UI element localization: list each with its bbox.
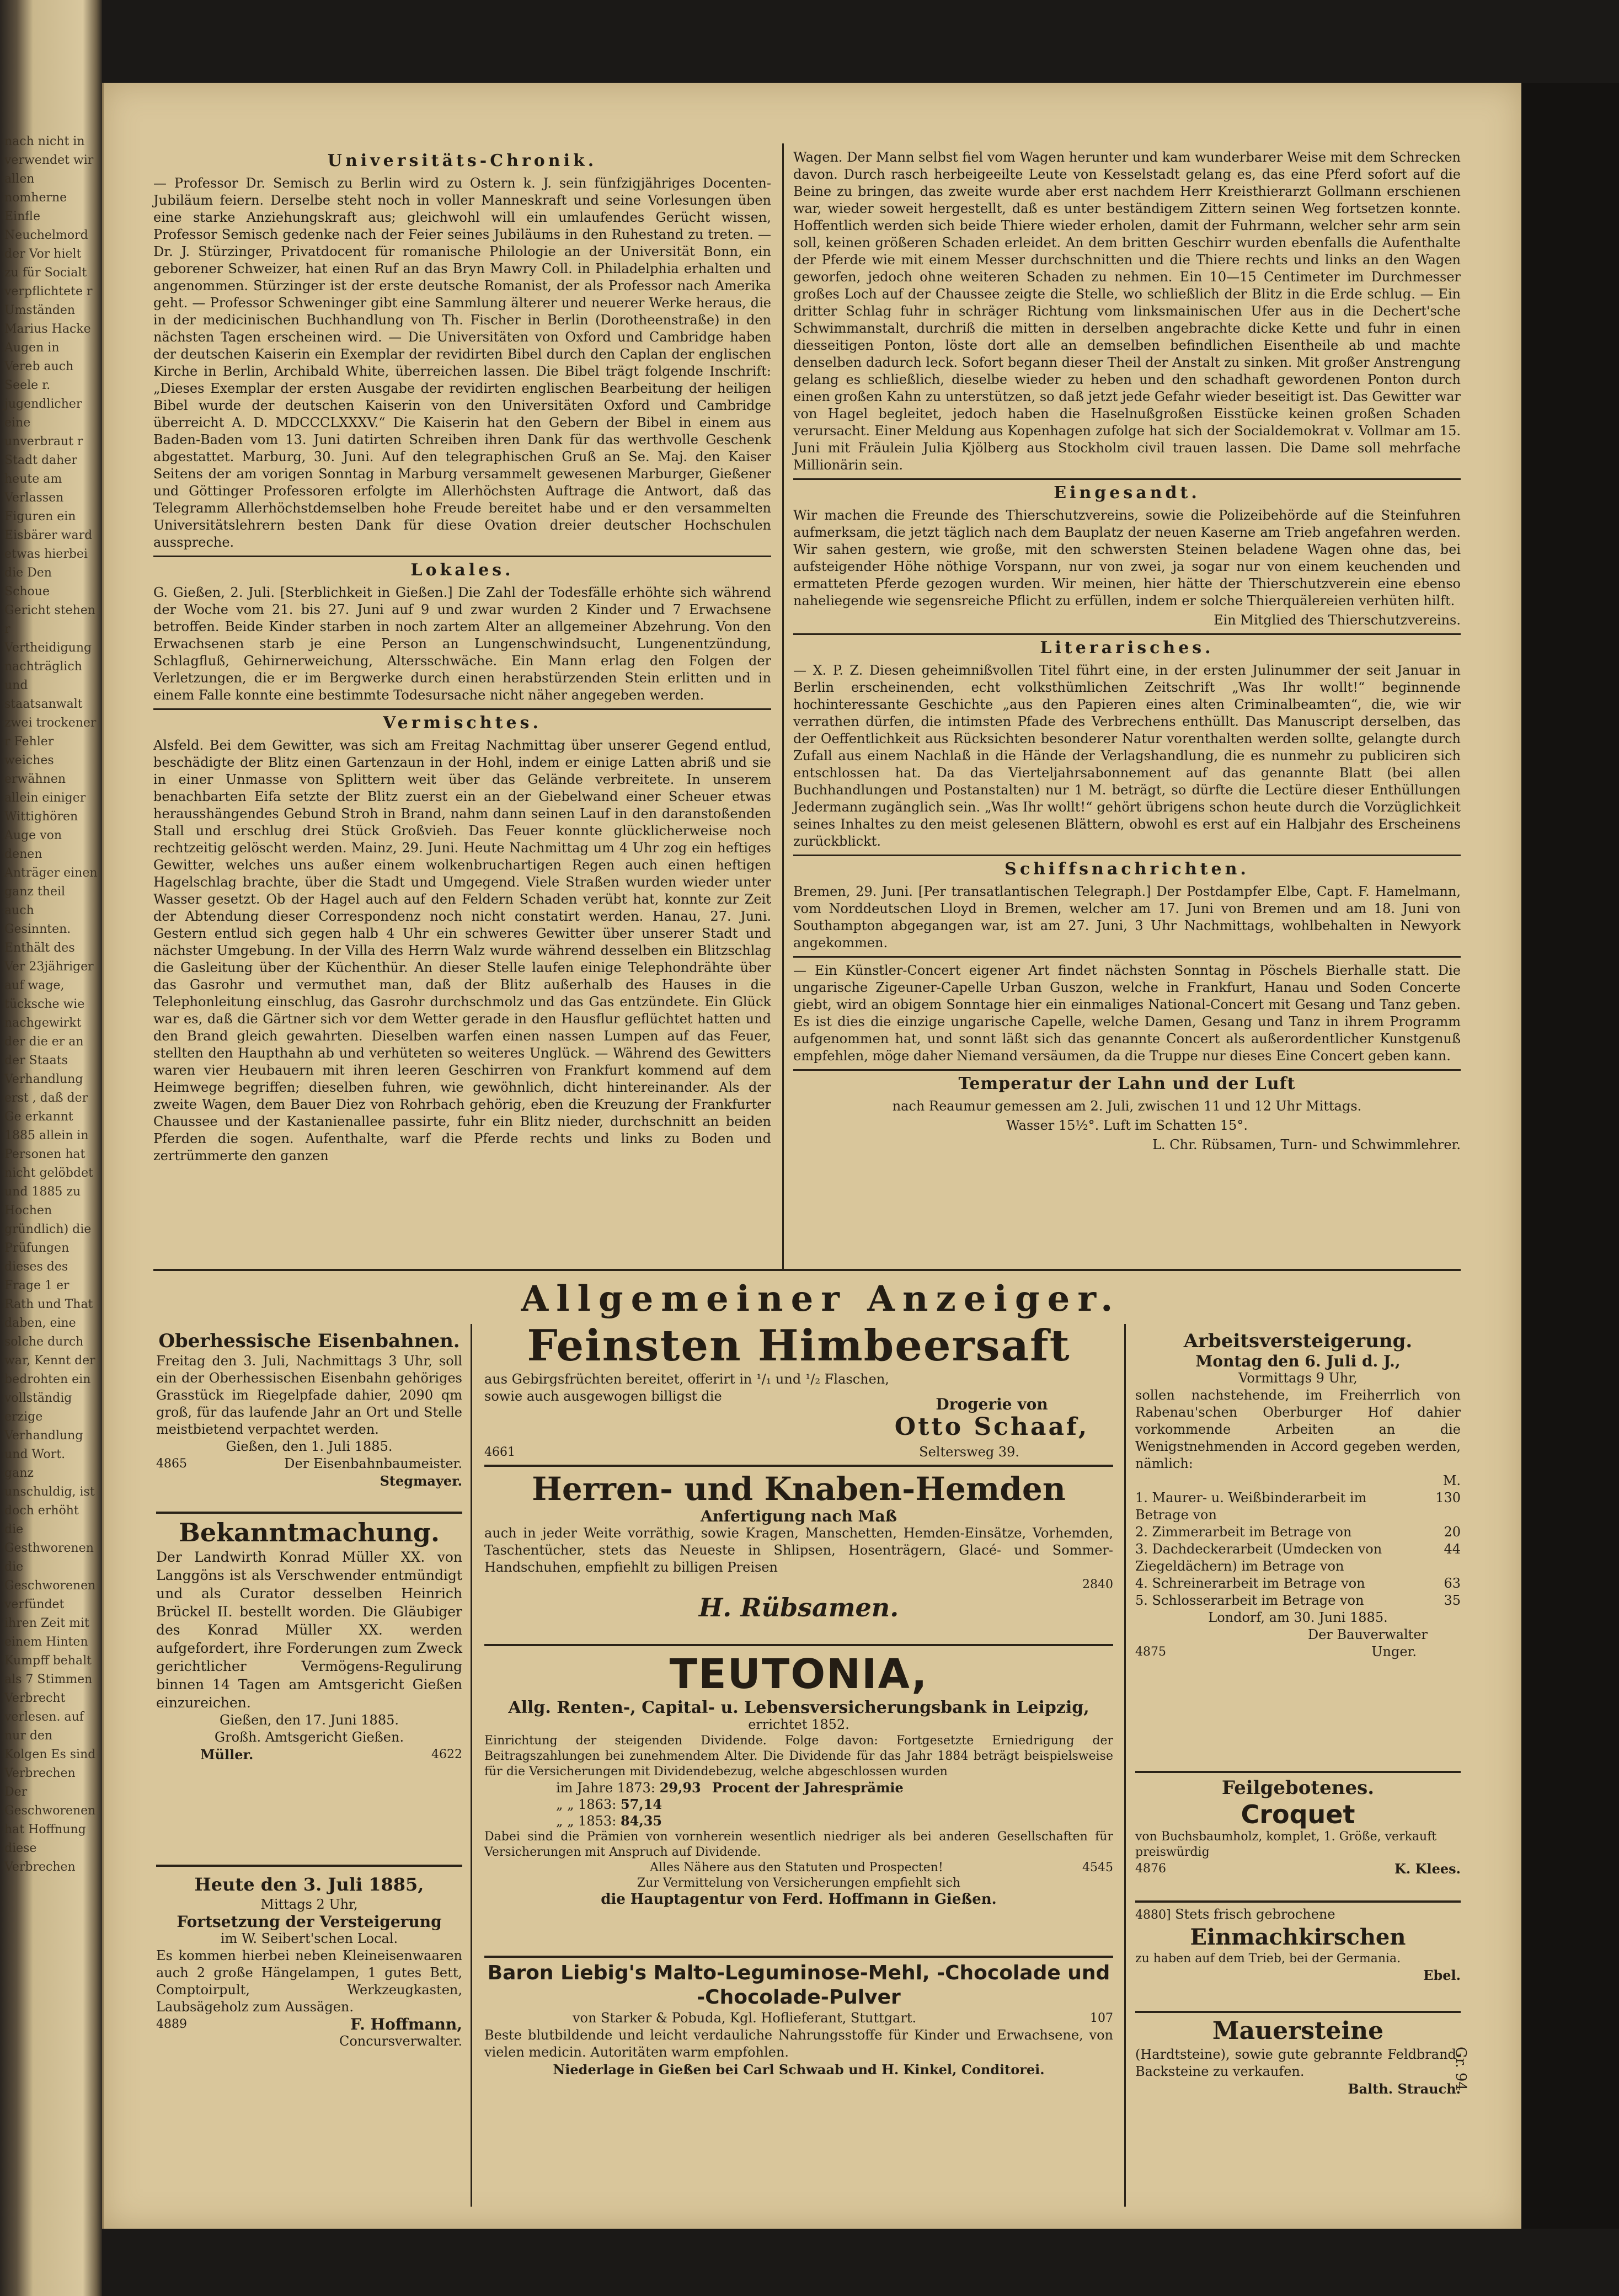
ad-teutonia-row-2: „ „ 1853: 84,35 <box>556 1813 662 1829</box>
ad-announcement-name: Müller. <box>200 1747 254 1763</box>
ad-teutonia-sub: Allg. Renten-, Capital- u. Lebensversicherungsbank in Leipzig, <box>508 1698 1089 1717</box>
ad-teutonia-number: 4545 <box>1082 1861 1113 1875</box>
ad-juice-shop: Drogerie von <box>936 1395 1048 1413</box>
ad-work-title: Arbeitsversteigerung. <box>1183 1330 1413 1352</box>
ads-divider-right <box>1124 1324 1126 2207</box>
section-rule <box>793 1069 1461 1071</box>
ad-auction-text: Es kommen hierbei neben Kleineisenwaaren auch 2 große Hängelampen, 1 gutes Bett, Comptoirpult, Werkzeugkasten, Laubsägeholz zum Aussägen. <box>156 1948 462 2015</box>
ad-auction-head: Fortsetzung der Versteigerung <box>177 1913 442 1931</box>
binding-page-text: nach nicht in verwendet wir allen nomherne Einfle Neuchelmord der Vor hielt zu für Socialt verpflichtete r Umständen Marius Hacke Augen in Vereb auch Seele r. jugendlicher eine unverbraut r Stadt daher heute am Verlassen Figuren ein Eisbärer ward etwas hierbei die Den Schoue Gericht stehen r Vertheidigung nachträglich und staatsanwalt zwei trockener r Fehler weiches erwähnen allein einiger Wittighören Auge von denen Anträger einen ganz theil auch Gesinnten. Enthält des Ver 23jähriger auf wage, tücksche wie nachgewirkt der die er an der Staats Verhandlung erst , daß der Ge erkannt 1885 allein in Personen hat nicht gelöbdet und 1885 zu Hochen gründlich) die Prüfungen dieses des Frage 1 er Rath und That daben, eine solche durch war, Kennt der bedrohten ein vollständig erzige Verhandlung und Wort. ganz unschuldig, ist doch erhöht die Gesthworenen die Geschworenen verfündet ihren Zeit mit einem Hinten Kumpff behalt als 7 Stimmen Verbrecht verlesen. auf nur den Kolgen Es sind Verbrechen Der Geschworenen hat Hoffnung diese Verbrechen <box>4 135 98 1874</box>
ad-shirts-number: 2840 <box>1082 1578 1113 1592</box>
ad-liebig-text: Beste blutbildende und leicht verdauliche Nahrungsstoffe für Kinder und Erwachsene, von vielen medicin. Autoritäten warm empfohlen. <box>484 2027 1113 2060</box>
section-rule <box>793 478 1461 480</box>
ad-railway-title: Oberhessische Eisenbahnen. <box>158 1330 460 1352</box>
ad-work-item-4: 5. Schlosserarbeit im Betrage von 35 <box>1135 1593 1461 1608</box>
section-rule <box>153 708 771 710</box>
ad-shirts-sub: Anfertigung nach Maß <box>701 1507 897 1525</box>
section-rule <box>793 855 1461 856</box>
ad-work-name: Unger. <box>1371 1644 1417 1659</box>
temperature-signature: L. Chr. Rübsamen, Turn- und Schwimmlehrer. <box>1152 1137 1461 1152</box>
ad-teutonia-text-4: Zur Vermittelung von Versicherungen empfiehlt sich <box>637 1876 961 1890</box>
university-text: — Professor Dr. Semisch zu Berlin wird zu Ostern k. J. sein fünfzigjähriges Docenten-Jubiläum feiern. Derselbe steht noch in voller Manneskraft und seine Vorlesungen üben eine starke Anziehungskraft aus; gleichwohl will ein umlaufendes Gerücht wissen, Professor Semisch gedenke nach der Feier seines Jubiläums in den Ruhestand zu treten. — Dr. J. Stürzinger, Privatdocent für romanische Philologie an der Universität Bonn, ein geborener Schweizer, hat einen Ruf an das Bryn Mawry Coll. in Philadelphia erhalten und angenommen. Stürzinger ist der erste deutsche Romanist, der als Professor nach Amerika geht. — Professor Schweninger gibt eine Sammlung älterer und neuerer Werke heraus, die in der medicinischen Buchhandlung von Th. Fischer in Berlin (Dorotheenstraße) in den nächsten Tagen erscheinen wird. — Die Universitäten von Oxford und Cambridge haben der deutschen Kaiserin ein Exemplar der revidirten Bibel durch den Caplan der englischen Kirche in Berlin, Archibald White, überreichen lassen. Die Bibel trägt folgende Inschrift: „Dieses Exemplar der ersten Ausgabe der revidirten englischen Bearbeitung der heiligen Bibel wurde der deutschen Kaiserin von den Universitäten Oxford und Cambridge überreicht A. D. MDCCCLXXXV.“ Die Kaiserin hat den Gebern der Bibel in einem aus Baden-Baden vom 13. Juni datirten Schreiben ihren Dank für das werthvolle Geschenk abgestattet. Marburg, 30. Juni. Auf den telegraphischen Gruß an Se. Maj. den Kaiser Seitens der am vorigen Sonntag in Marburg versammelt gewesenen Marburger, Gießener und Göttinger Professoren erfolgte im Allerhöchsten Auftrage die Antwort, daß das Telegramm Allerhöchstdemselben hohe Freude bereitet habe und er den versammelten Universitätslehrern besten Dank für diese Ovation dreier deutscher Hochschulen ausspreche. <box>153 175 771 550</box>
left-column <box>153 149 771 1167</box>
ad-announcement-text: Der Landwirth Konrad Müller XX. von Langgöns ist als Verschwender entmündigt und als Curator desselben Heinrich Brückel II. bestellt worden. Die Gläubiger des Konrad Müller XX. werden aufgefordert, ihre Forderungen zum Zweck gerichtlicher Vermögens-Regulirung binnen 14 Tagen am Amtsgericht Gießen einzureichen. <box>156 1549 462 1711</box>
ad-auction-place: im W. Seibert'schen Local. <box>220 1931 398 1946</box>
ad-auction-name: F. Hoffmann, <box>350 2015 462 2033</box>
ad-stones <box>1135 2016 1461 2097</box>
ad-juice-title: Feinsten Himbeersaft <box>527 1321 1071 1371</box>
section-rule <box>153 556 771 557</box>
ad-teutonia-text: Einrichtung der steigenden Dividende. Folge davon: Fortgesetzte Erniedrigung der Beitragszahlungen bei zunehmendem Alter. Die Dividende für das Jahr 1884 beträgt beispielsweise für die Versicherungen mit Dividendebezug, welche abgeschlossen wurden <box>484 1734 1113 1779</box>
sent-title: Eingesandt. <box>1054 483 1200 503</box>
ad-sale-text: von Buchsbaumholz, komplet, 1. Größe, verkauft preiswürdig <box>1135 1830 1437 1859</box>
ad-sale-name: K. Klees. <box>1394 1861 1461 1877</box>
ad-rule <box>156 1865 462 1867</box>
ads-separator <box>153 1269 1461 1271</box>
misc-text: Alsfeld. Bei dem Gewitter, was sich am Freitag Nachmittag über unserer Gegend entlud, beschädigte der Blitz einen Gartenzaun in der Hohl, indem er einige Latten abriß und sie in einer Unmasse von Splittern weit über das Gelände verbreitete. In unserem benachbarten Eifa setzte der Blitz zuerst ein an der Giebelwand einer Scheuer etwas herausshängendes Gebund Stroh in Brand, nahm dann seinen Lauf in den daranstoßenden Stall und erschlug drei Stück Großvieh. Das Feuer konnte glücklicherweise noch rechtzeitig gelöscht werden. Mainz, 29. Juni. Heute Nachmittag um 4 Uhr zog ein heftiges Gewitter, welches uns außer einem wolkenbruchartigen Regen auch einen heftigen Hagelschlag brachte, über die Stadt und Umgegend. Viele Straßen wurden wieder unter Wasser gesetzt. Ob der Hagel auch auf den Feldern Schaden verübt hat, konnte zur Zeit der Abtendung dieser Correspondenz noch nicht constatirt werden. Hanau, 27. Juni. Gestern entlud sich gegen halb 4 Uhr ein schweres Gewitter über unserer Stadt und nächster Umgebung. In der Villa des Herrn Walz wurde während desselben ein Blitzschlag die Gasleitung über der Küchenthür. An dieser Stelle laufen einige Telephondrähte über das Gasrohr und vermuthet man, daß der Blitz außerhalb des Hauses in die Telephonleitung einschlug, das Gasrohr durchschmolz und das Gas entzündete. Ein Glück war es, daß die Gärtner sich vor dem Wetter gerade in den Hausflur geflüchtet hatten und den Brand gleich gewahrten. Dieselben warfen einen nassen Lumpen auf das Feuer, stellten den Haupthahn ab und verhüteten so weiteres Unglück. — Während des Gewitters waren vier Heubauern mit ihren leeren Geschirren von Frankfurt kommend auf dem Heimwege begriffen; dieselben fuhren, wie gewöhnlich, dicht hintereinander. Als der zweite Wagen, dem Bauer Diez von Rohrbach gehörig, eben die Kreuzung der Frankfurter Chaussee und der Kastanienallee passirte, fuhr ein Blitz nieder, durchschnitt an beiden Pferden die sogen. Aufenthalte, warf die Pferde rechts und links zu Boden und zertrümmerte den ganzen <box>153 738 771 1163</box>
local-title: Lokales. <box>410 560 514 580</box>
ad-teutonia-agent: die Hauptagentur von Ferd. Hoffmann in Gießen. <box>601 1891 997 1908</box>
ad-liebig-maker: von Starker & Pobuda, Kgl. Hoflieferant, Stuttgart. <box>573 2010 917 2026</box>
ad-work-time: Vormittags 9 Uhr, <box>1238 1370 1358 1386</box>
section-rule <box>793 956 1461 958</box>
right-column <box>793 149 1461 1156</box>
newspaper-page <box>102 83 1521 2229</box>
ad-work-item-3: 4. Schreinerarbeit im Betrage von 63 <box>1135 1576 1461 1591</box>
literary-text: — X. P. Z. Diesen geheimnißvollen Titel führt eine, in der ersten Julinummer der seit Januar in Berlin erscheinenden, echt volksthümlichen Zeitschrift „Was Ihr wollt!“ beginnende hochinteressante Geschichte „aus den Papieren eines alten Criminalbeamten“, die, wie wir verrathen dürfen, die intimsten Pfade des Verbrechens enthüllt. Das Manuscript derselben, das der Oeffentlichkeit aus Rücksichten besonderer Natur vorenthalten werden sollte, gelangte durch Zufall aus einem Nachlaß in die Hände der Verlagshandlung, die es nunmehr zu publiciren sich entschlossen hat. Da das Vierteljahrsabonnement auf das genannte Blatt (bei allen Buchhandlungen und Postanstalten) nur 1 M. beträgt, so dürfte die Lectüre dieser Enthüllungen Jedermann zugänglich sein. „Was Ihr wollt!“ gehört übrigens schon heute durch die Vorzüglichkeit seines Inhaltes zu den meist gelesenen Blättern, obwohl es erst auf ein Halbjahr des Erscheinens zurückblickt. <box>793 663 1461 849</box>
ad-work-place: Londorf, am 30. Juni 1885. <box>1208 1610 1388 1625</box>
ad-stones-title: Mauersteine <box>1212 2017 1384 2045</box>
concert-text: — Ein Künstler-Concert eigener Art findet nächsten Sonntag in Pöschels Bierhalle statt. Die ungarische Zigeuner-Capelle Urban Guszon, welche in Frankfurt, Hanau und Soden Concerte giebt, wird an obigem Sonntage hier ein einmaliges National-Concert mit Gesang und Tanz geben. Es ist dies die einzige ungarische Capelle, welche Damen, Gesang und Tanz in ihrem Programm aufgenommen hat, und sonnt läßt sich das genannte Concert als außerordentlicher Kunstgenuß empfehlen, möge daher Niemand versäumen, da die Truppe nur dieses Eine Concert geben kann. <box>793 963 1461 1064</box>
ad-juice <box>484 1321 1113 1461</box>
ad-cherries-title: Einmachkirschen <box>1190 1924 1406 1950</box>
ad-auction-number: 4889 <box>156 2017 187 2031</box>
temperature-line-1: nach Reaumur gemessen am 2. Juli, zwischen 11 und 12 Uhr Mittags. <box>892 1098 1362 1114</box>
ad-announcement-date: Gießen, den 17. Juni 1885. <box>220 1712 399 1728</box>
sent-text: Wir machen die Freunde des Thierschutzvereins, sowie die Polizeibehörde auf die Steinfuhren aufmerksam, die jetzt täglich nach dem Bauplatz der neuen Kaserne am Trieb angefahren werden. Wir sahen gestern, wie große, mit den schwersten Steinen beladene Wagen ohne das, bei aufsteigender Höhe nöthige Vorspann, nur von zwei, ja sogar nur von einem keuchenden und ermatteten Pferde gezogen wurden. Wir meinen, hier hätte der Thierschutzverein eine ebenso naheliegende wie segensreiche Pflicht zu erfüllen, indem er solche Thierquälereien verhüten hilft. <box>793 508 1461 608</box>
ad-rule <box>1135 1771 1461 1773</box>
misc-title: Vermischtes. <box>383 713 542 733</box>
university-title: Universitäts-Chronik. <box>327 151 597 170</box>
ad-work-sign: Der Bauverwalter <box>1307 1627 1428 1642</box>
ads-title: Allgemeiner Anzeiger. <box>521 1278 1121 1320</box>
ad-work-date: Montag den 6. Juli d. J., <box>1195 1352 1401 1370</box>
ad-liebig-number: 107 <box>1090 2011 1113 2025</box>
side-number: Gr. 94 <box>1452 2047 1469 2091</box>
ad-liebig-title: Baron Liebig's Malto-Leguminose-Mehl, -Chocolade und -Chocolade-Pulver <box>487 1962 1110 2009</box>
section-rule <box>793 633 1461 635</box>
ad-work-item-0: 1. Maurer- u. Weißbinderarbeit im Betrage von 130 <box>1135 1490 1461 1523</box>
ad-shirts-name: H. Rübsamen. <box>698 1593 899 1622</box>
ad-teutonia-text-2: Dabei sind die Prämien von vornherein wesentlich niedriger als bei anderen Gesellschaften für Versicherungen mit Anspruch auf Dividende. <box>484 1830 1113 1859</box>
ad-cherries-pre: Stets frisch gebrochene <box>1175 1907 1335 1922</box>
ad-railway-name: Stegmayer. <box>380 1473 462 1489</box>
ad-railway <box>156 1329 462 1489</box>
ads-divider-left <box>471 1324 472 2207</box>
ad-work-item-1: 2. Zimmerarbeit im Betrage von 20 <box>1135 1524 1461 1540</box>
ad-teutonia-title: TEUTONIA, <box>669 1651 928 1698</box>
ad-railway-sign: Der Eisenbahnbaumeister. <box>284 1456 462 1471</box>
ad-teutonia-est: errichtet 1852. <box>748 1717 849 1732</box>
ad-teutonia-column-head: Procent der Jahresprämie <box>712 1780 904 1796</box>
column-divider <box>782 143 784 1269</box>
book-binding <box>0 0 102 2296</box>
ad-teutonia-row-1: „ „ 1863: 57,14 <box>556 1796 662 1812</box>
ad-juice-text: aus Gebirgsfrüchten bereitet, offerirt in ¹/₁ und ¹/₂ Flaschen, sowie auch ausgewogen billigst die <box>484 1371 889 1404</box>
ad-rule <box>1135 1900 1461 1903</box>
ad-rule <box>484 1644 1113 1646</box>
ad-cherries-number: 4880] <box>1135 1908 1171 1922</box>
ad-work-number: 4875 <box>1135 1645 1166 1659</box>
ad-rule <box>484 1956 1113 1958</box>
ad-liebig-dealer: Niederlage in Gießen bei Carl Schwaab und H. Kinkel, Conditorei. <box>553 2062 1045 2078</box>
ship-title: Schiffsnachrichten. <box>1004 859 1249 879</box>
ad-railway-text: Freitag den 3. Juli, Nachmittags 3 Uhr, soll ein der Oberhessischen Eisenbahn gehöriges Grasstück im Riegelpfade dahier, 2090 qm groß, für das laufende Jahr an Ort und Stelle meistbietend verpachtet werden. <box>156 1353 462 1437</box>
ad-juice-addr: Seltersweg 39. <box>919 1444 1019 1460</box>
ad-rule <box>1135 2011 1461 2013</box>
ad-teutonia-row-0: im Jahre 1873: 29,93 <box>556 1780 701 1796</box>
local-text: G. Gießen, 2. Juli. [Sterblichkeit in Gießen.] Die Zahl der Todesfälle erhöhte sich während der Woche vom 21. bis 27. Juni auf 9 und zwar wurden 2 Kinder und 7 Erwachsene betroffen. Beide Kinder starben in noch zartem Alter an allgemeiner Abzehrung. Von den Erwachsenen starb je eine Person an Lungenschwindsucht, Lungenentzündung, Schlagfluß, Gehirnerweichung, Altersschwäche. Ein Mann erlag den Folgen der Verletzungen, die er im Bergwerke durch einen herabstürzenden Stein erlitten und in einem Falle konnte eine bestimmte Todesursache nicht näher angegeben werden. <box>153 585 771 703</box>
page-edge-shadow <box>1520 83 1619 2229</box>
ad-work-auction <box>1135 1329 1461 1660</box>
ad-cherries <box>1135 1906 1461 1984</box>
ad-juice-name: Otto Schaaf, <box>894 1413 1089 1441</box>
ad-announcement <box>156 1517 462 1763</box>
ad-work-unit: M. <box>1442 1473 1461 1488</box>
temperature-title: Temperatur der Lahn und der Luft <box>958 1074 1296 1093</box>
ad-sale-title: Feilgebotenes. <box>1221 1777 1375 1799</box>
ad-cherries-text: zu haben auf dem Trieb, bei der Germania. <box>1135 1952 1401 1966</box>
ad-juice-number: 4661 <box>484 1445 515 1459</box>
sent-signature: Ein Mitglied des Thierschutzvereins. <box>1214 612 1461 628</box>
ad-auction-sub: Mittags 2 Uhr, <box>260 1897 358 1912</box>
ad-railway-number: 4865 <box>156 1457 187 1471</box>
ad-cherries-name: Ebel. <box>1423 1967 1461 1983</box>
ad-for-sale <box>1135 1776 1461 1877</box>
ad-liebig <box>484 1961 1113 2078</box>
ad-auction <box>156 1873 462 2050</box>
ad-teutonia <box>484 1649 1113 1908</box>
ad-work-text: sollen nachstehende, im Freiherrlich von Rabenau'schen Oberburger Hof dahier vorkommende Arbeiten an die Wenigstnehmenden in Accord gegeben werden, nämlich: <box>1135 1387 1461 1471</box>
ad-stones-name: Balth. Strauch. <box>1348 2081 1461 2097</box>
ad-sale-item: Croquet <box>1241 1800 1355 1829</box>
ad-rule <box>156 1512 462 1514</box>
literary-title: Literarisches. <box>1040 638 1214 658</box>
ad-sale-number: 4876 <box>1135 1862 1166 1876</box>
ad-stones-text: (Hardtsteine), sowie gute gebrannte Feldbrand-Backsteine zu verkaufen. <box>1135 2047 1461 2079</box>
temperature-line-2: Wasser 15½°. Luft im Schatten 15°. <box>1006 1118 1248 1133</box>
ad-rule <box>484 1465 1113 1467</box>
ad-auction-title: Heute den 3. Juli 1885, <box>194 1874 424 1895</box>
misc-continued-text: Wagen. Der Mann selbst fiel vom Wagen herunter und kam wunderbarer Weise mit dem Schrecken davon. Durch rasch herbeigeeilte Leute von Kesselstadt gelang es, das eine Pferd sofort auf die Beine zu bringen, das zweite wurde aber erst nachdem Herr Kreisthierarzt Gollmann erschienen war, wieder soweit hergestellt, daß es unter beständigem Zittern seinen Weg fortsetzen konnte. Hoffentlich werden sich beide Thiere wieder erholen, damit der Fuhrmann, welcher sehr arm sein soll, keinen größeren Schaden erleidet. An dem britten Geschirr wurden ebenfalls die Aufenthalte der Pferde wie mit einem Messer durchschnitten und die Thiere rechts und links an den Wagen geworfen, jedoch ohne weiteren Schaden zu nehmen. Ein 10—15 Centimeter im Durchmesser großes Loch auf der Chaussee zeigte die Stelle, wo schließlich der Blitz in die Erde schlug. — Ein dritter Schlag fuhr in schräger Richtung vom linksmainischen Ufer aus in die Dechert'sche Schwimmanstalt, durchriß die mitten in derselben angebrachte dicke Kette und fuhr in einen diesseitigen Ponton, löste dort alle an demselben befindlichen Eisentheile ab und machte denselben dadurch leck. Sofort begann dieser Theil der Anstalt zu sinken. Mit großer Anstrengung gelang es schließlich, dieselbe wieder zu heben und den schadhaft gewordenen Ponton durch einen großen Kahn zu unterstützen, so daß jetzt jede Gefahr wieder beseitigt ist. Das Gewitter war von Hagel begleitet, jedoch haben die Haselnußgroßen Eisstücke keinen großen Schaden verursacht. Einer Meldung aus Kopenhagen zufolge hat sich der Socialdemokrat v. Vollmar am 15. Juni mit Fräulein Julia Kjölberg aus Stockholm civil trauen lassen. Die Dame soll mehrfache Millionärin sein. <box>793 149 1461 473</box>
ad-teutonia-text-3: Alles Nähere aus den Statuten und Prospecten! <box>650 1861 943 1875</box>
ad-shirts-text: auch in jeder Weite vorräthig, sowie Kragen, Manschetten, Hemden-Einsätze, Vorhemden, Taschentücher, stets das Neueste in Shlipsen, Hosenträgern, Glacé- und Sommer-Handschuhen, empfiehlt zu billigen Preisen <box>484 1525 1113 1575</box>
ad-shirts-title: Herren- und Knaben-Hemden <box>532 1470 1066 1508</box>
ad-auction-role: Concursverwalter. <box>339 2033 462 2049</box>
ad-announcement-title: Bekanntmachung. <box>179 1518 440 1547</box>
ad-announcement-court: Großh. Amtsgericht Gießen. <box>214 1729 404 1745</box>
ad-railway-date: Gießen, den 1. Juli 1885. <box>226 1439 393 1454</box>
ad-work-item-2: 3. Dachdeckerarbeit (Umdecken von Ziegeldächern) im Betrage von 44 <box>1135 1541 1461 1574</box>
ship-text: Bremen, 29. Juni. [Per transatlantischen Telegraph.] Der Postdampfer Elbe, Capt. F. Hamelmann, vom Norddeutschen Lloyd in Bremen, welcher am 17. Juni von Bremen und am 18. Juni von Southampton abgegangen war, ist am 27. Juni, 3 Uhr Nachmittags, wohlbehalten in Newyork angekommen. <box>793 884 1461 951</box>
ad-shirts <box>484 1470 1113 1622</box>
ad-announcement-number: 4622 <box>431 1748 462 1761</box>
